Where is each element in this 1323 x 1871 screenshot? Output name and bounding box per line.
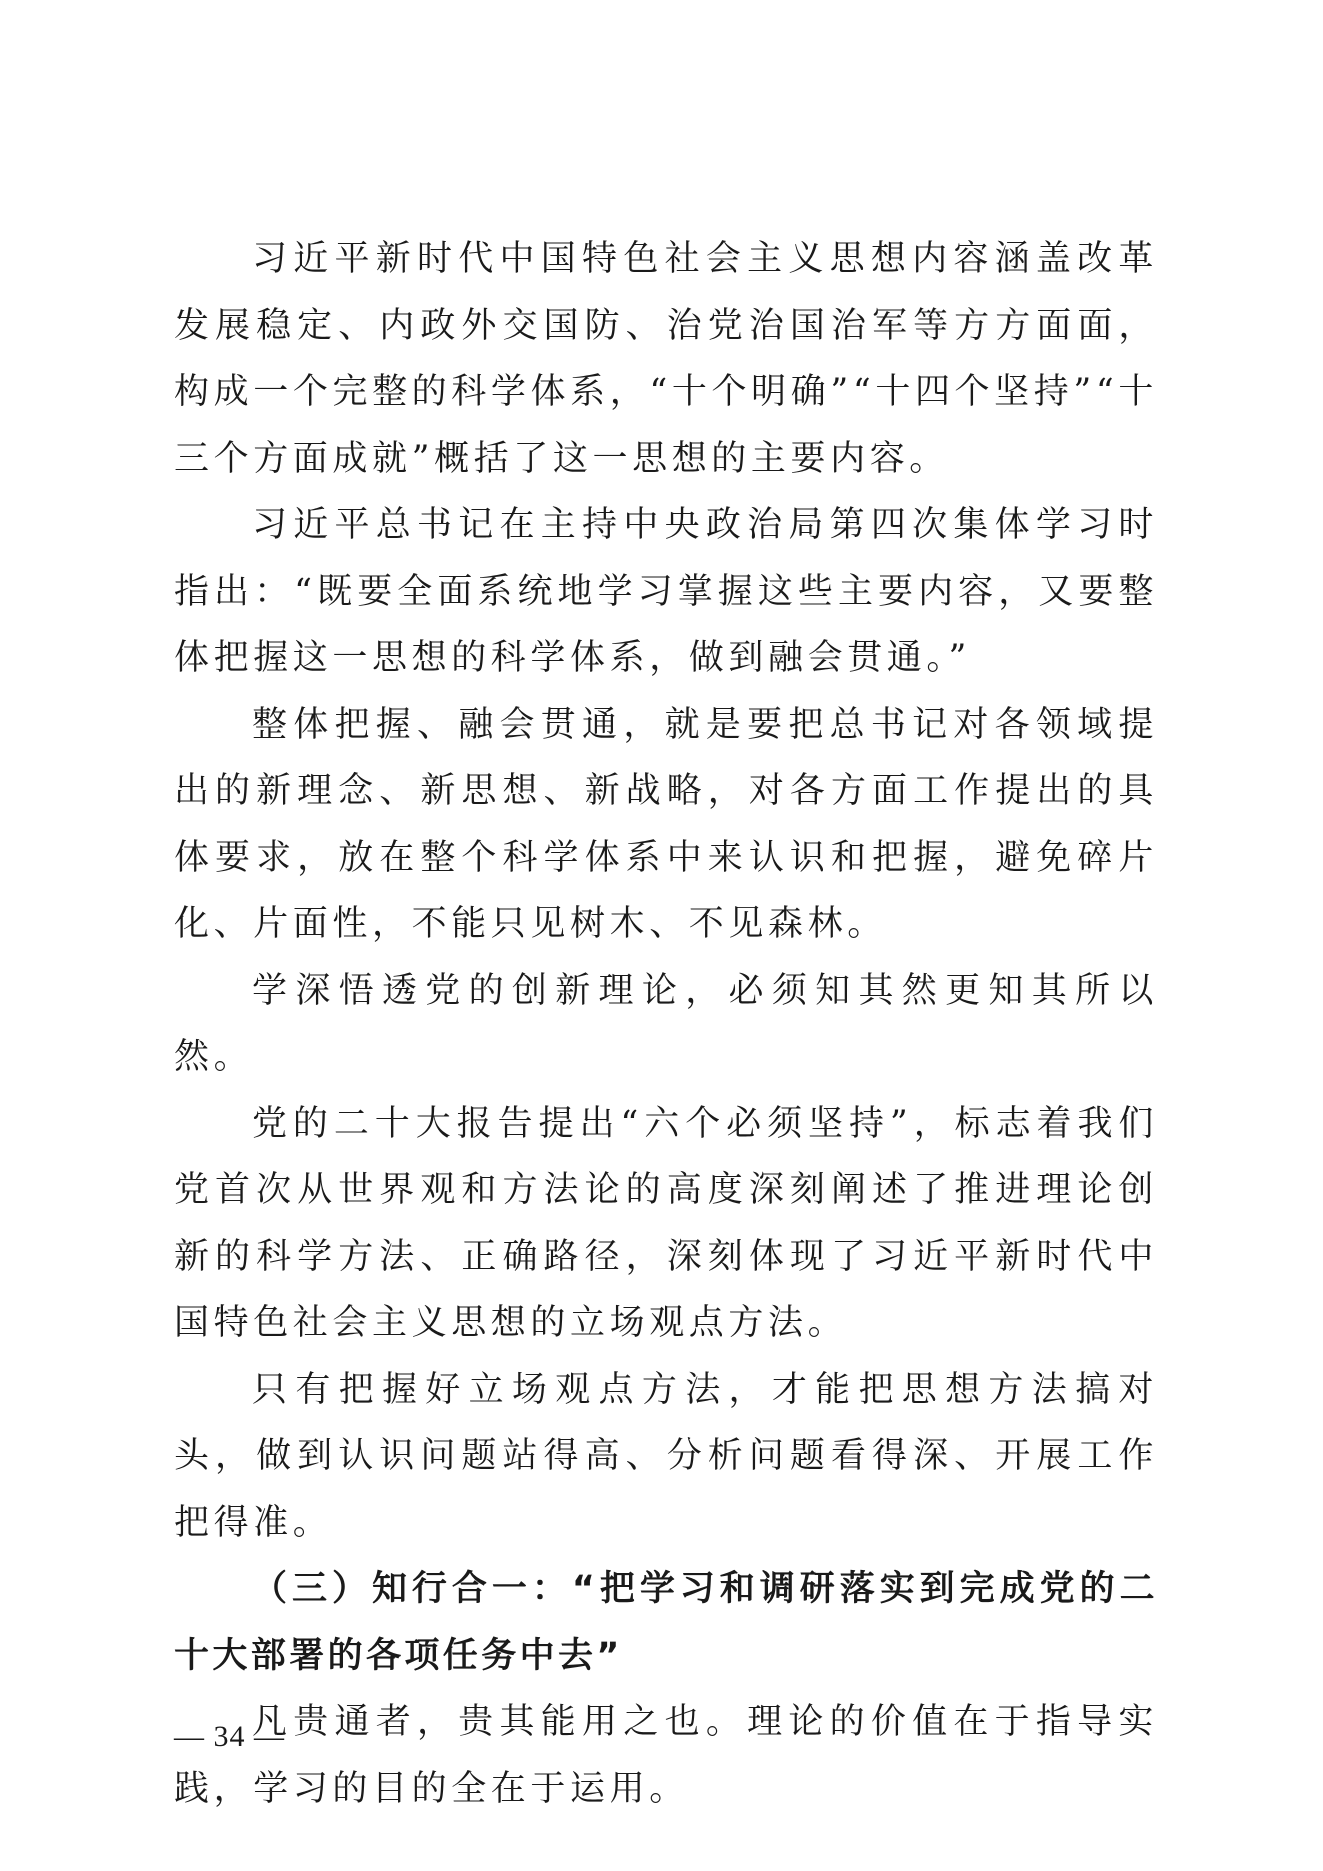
- paragraph-know-why: 学深悟透党的创新理论，必须知其然更知其所以然。: [174, 970, 1158, 1077]
- body-text: [174, 226, 1158, 1822]
- paragraph-six-musts: 党的二十大报告提出“六个必须坚持”，标志着我们党首次从世界观和方法论的高度深刻阐述了推进理论创新的科学方法、正确路径，深刻体现了习近平新时代中国特色社会主义思想的立场观点方法。: [174, 1103, 1158, 1343]
- paragraph-thought-content: 习近平新时代中国特色社会主义思想内容涵盖改革发展稳定、内政外交国防、治党治国治军等方方面面，构成一个完整的科学体系，“十个明确”“十四个坚持”“十三个方面成就”概括了这一思想的主要内容。: [174, 239, 1158, 479]
- paragraph-overall-grasp: 整体把握、融会贯通，就是要把总书记对各领域提出的新理念、新思想、新战略，对各方面工作提出的具体要求，放在整个科学体系中来认识和把握，避免碎片化、片面性，不能只见树木、不见森林。: [174, 704, 1158, 944]
- section-heading: （三）知行合一：“把学习和调研落实到完成党的二十大部署的各项任务中去”: [174, 1569, 1158, 1676]
- paragraph-stance-method: 只有把握好立场观点方法，才能把思想方法搞对头，做到认识问题站得高、分析问题看得深、开展工作把得准。: [174, 1369, 1158, 1543]
- page-number: — 34 —: [174, 1720, 285, 1753]
- paragraph-study-quote: 习近平总书记在主持中央政治局第四次集体学习时指出：“既要全面系统地学习掌握这些主要内容，又要整体把握这一思想的科学体系，做到融会贯通。”: [174, 505, 1158, 678]
- paragraph-practice: 凡贵通者，贵其能用之也。理论的价值在于指导实践，学习的目的全在于运用。: [174, 1702, 1158, 1809]
